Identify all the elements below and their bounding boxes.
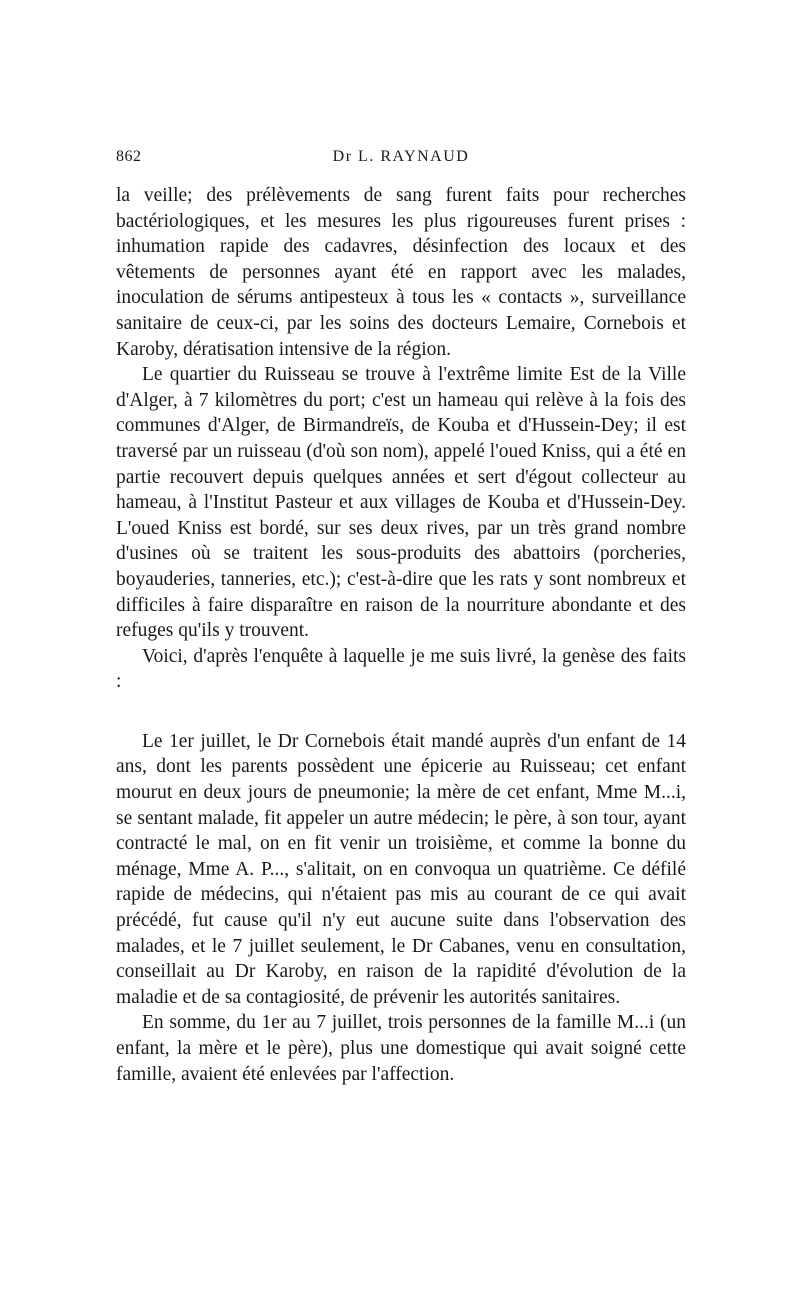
section-gap xyxy=(116,695,686,729)
body-text xyxy=(116,183,686,1087)
running-header xyxy=(116,148,686,172)
paragraph-genesis-intro: Voici, d'après l'enquête à laquelle je me suis livré, la genèse des faits : xyxy=(116,645,686,693)
paragraph-case-history: Le 1er juillet, le Dr Cornebois était mandé auprès d'un enfant de 14 ans, dont les parents possèdent une épicerie au Ruisseau; cet enfant mourut en deux jours de pneumonie; la mère de cet enfant, Mme M...i, se sentant malade, fit appeler un autre médecin; le père, à son tour, ayant contracté le mal, on en fit venir un troisième, et comme la bonne du ménage, Mme A. P..., s'alitait, on en convoqua un quatrième. Ce défilé rapide de médecins, qui n'étaient pas mis au courant de ce qui avait précédé, fut cause qu'il n'y eut aucune suite dans l'observation des malades, et le 7 juillet seulement, le Dr Cabanes, venu en consultation, conseillait au Dr Karoby, en raison de la rapidité d'évolution de la maladie et de sa contagiosité, de prévenir les autorités sanitaires. xyxy=(116,730,686,1008)
paragraph-summary: En somme, du 1er au 7 juillet, trois personnes de la famille M...i (un enfant, la mère et le père), plus une domestique qui avait soigné cette famille, avaient été enlevées par l'affection. xyxy=(116,1012,686,1085)
paragraph-ruisseau-quarter: Le quartier du Ruisseau se trouve à l'extrême limite Est de la Ville d'Alger, à 7 kilomètres du port; c'est un hameau qui relève à la fois des communes d'Alger, de Birmandreïs, de Kouba et d'Hussein-Dey; il est traversé par un ruisseau (d'où son nom), appelé l'oued Kniss, qui a été en partie recouvert depuis quelques années et sert d'égout collecteur au hameau, à l'Institut Pasteur et aux villages de Kouba et d'Hussein-Dey. L'oued Kniss est bordé, sur ses deux rives, par un très grand nombre d'usines où se traitent les sous-produits des abattoirs (porcheries, boyauderies, tanneries, etc.); c'est-à-dire que les rats y sont nombreux et difficiles à faire disparaître en raison de la nourriture abondante et des refuges qu'ils y trouvent. xyxy=(116,364,686,642)
page-number: 862 xyxy=(116,148,142,165)
running-title: Dr L. RAYNAUD xyxy=(332,148,470,165)
paragraph-continuation: la veille; des prélèvements de sang furent faits pour recherches bactériologiques, et les mesures les plus rigoureuses furent prises : inhumation rapide des cadavres, désinfection des locaux et des vêtements de personnes ayant été en rapport avec les malades, inoculation de sérums antipesteux à tous les « contacts », surveillance sanitaire de ceux-ci, par les soins des docteurs Lemaire, Cornebois et Karoby, dératisation intensive de la région. xyxy=(116,185,686,360)
